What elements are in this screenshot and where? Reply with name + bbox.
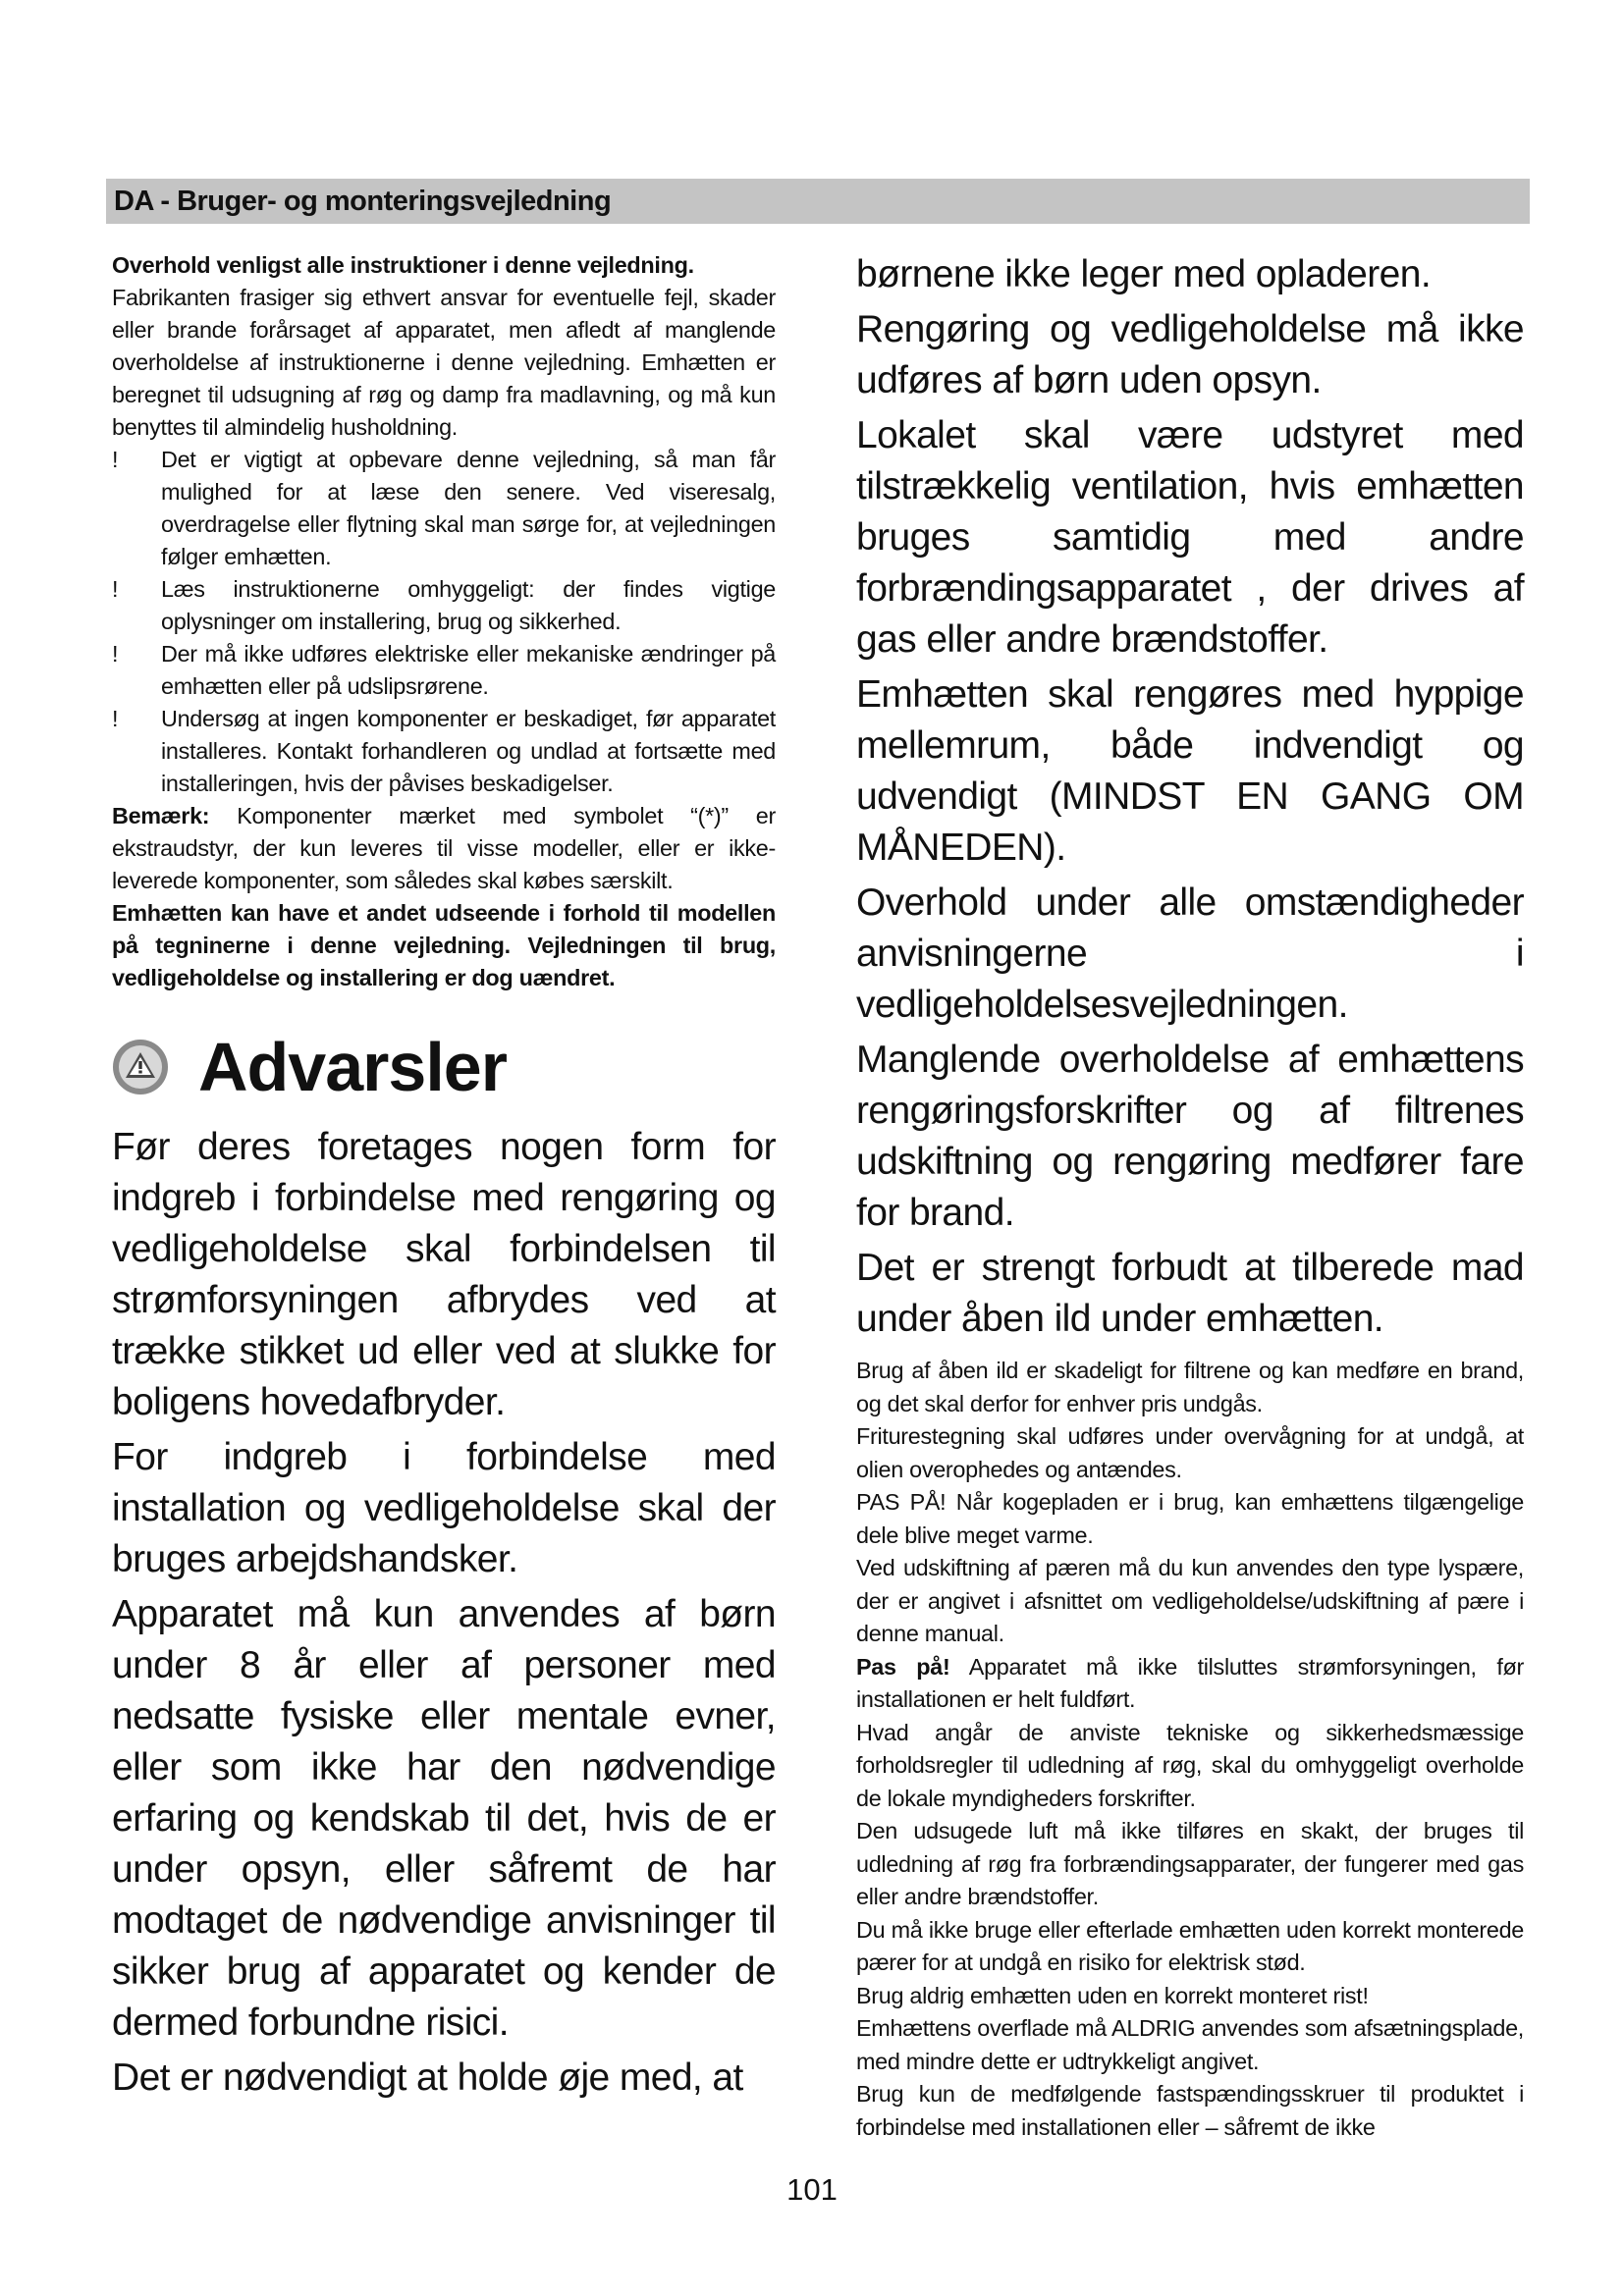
warning-paragraph: For indgreb i forbindelse med installation og vedligeholdelse skal der bruges arbejdshandsker.: [112, 1436, 776, 1580]
note-paragraph: [112, 800, 776, 897]
exclamation-mark: !: [112, 576, 119, 602]
page-number: 101: [786, 2172, 838, 2207]
right-column: [856, 249, 1524, 2144]
notice-text: Det er vigtigt at opbevare denne vejledning, så man får mulighed for at læse den senere. Ved viseresalg, overdragelse eller flytning skal man sørge for, at vejledningen følger emhætten.: [161, 447, 776, 569]
notice-text: Der må ikke udføres elektriske eller mekaniske ændringer på emhætten eller på udslipsrørene.: [161, 641, 776, 699]
intro-text: Fabrikanten frasiger sig ethvert ansvar for eventuelle fejl, skader eller brande forårsaget af apparatet, men afledt af manglende overholdelse af instruktionerne i denne vejledning. Emhætten er beregnet til udsugning af røg og damp fra madlavning, og må kun benyttes til almindelig husholdning.: [112, 285, 776, 440]
safety-note: Pas på! Apparatet må ikke tilsluttes strømforsyningen, før installationen er helt fuldført.: [856, 1653, 1524, 1712]
notice-item: [112, 444, 776, 573]
safety-note: Brug kun de medfølgende fastspændingsskruer til produktet i forbindelse med installationen eller – såfremt de ikke: [856, 2081, 1524, 2140]
warning-paragraph: Manglende overholdelse af emhættens rengøringsforskrifter og af filtrenes udskiftning og rengøring medfører fare for brand.: [856, 1039, 1524, 1234]
safety-notes: [856, 1355, 1524, 2144]
exclamation-mark: !: [112, 447, 119, 472]
warning-paragraph: Det er strengt forbudt at tilberede mad under åben ild under emhætten.: [856, 1247, 1524, 1340]
section-header-title: DA - Bruger- og monteringsvejledning: [114, 186, 612, 217]
safety-note: Brug af åben ild er skadeligt for filtrene og kan medføre en brand, og det skal derfor for enhver pris undgås.: [856, 1358, 1524, 1416]
note-text: Komponenter mærket med symbolet “(*)” er ekstraudstyr, der kun leveres til visse modeller, eller er ikke-leverede komponenter, som således skal købes særskilt.: [112, 803, 776, 893]
warning-icon: [112, 1039, 169, 1095]
notice-item: [112, 638, 776, 703]
warning-paragraph: Apparatet må kun anvendes af børn under 8 år eller af personer med nedsatte fysiske eller mentale evner, eller som ikke har den nødvendige erfaring og kendskab til det, hvis de er under opsyn, eller såfremt de har modtaget de nødvendige anvisninger til sikker brug af apparatet og kender de dermed forbundne risici.: [112, 1593, 776, 2044]
pas-paa-label: Pas på!: [856, 1653, 950, 1680]
warning-paragraph: Overhold under alle omstændigheder anvisningerne i vedligeholdelsesvejledningen.: [856, 881, 1524, 1026]
warning-paragraph: Lokalet skal være udstyret med tilstrækkelig ventilation, hvis emhætten bruges samtidig med andre forbrændingsapparatet , der drives af gas eller andre brændstoffer.: [856, 414, 1524, 661]
notice-list: [112, 444, 776, 800]
safety-note: Brug aldrig emhætten uden en korrekt monteret rist!: [856, 1982, 1369, 2008]
warning-paragraph: Emhætten skal rengøres med hyppige mellemrum, både indvendigt og udvendigt (MINDST EN GANG OM MÅNEDEN).: [856, 673, 1524, 869]
warning-paragraph: Før deres foretages nogen form for indgreb i forbindelse med rengøring og vedligeholdelse skal forbindelsen til strømforsyningen afbrydes ved at trække stikket ud eller ved at slukke for boligens hovedafbryder.: [112, 1126, 776, 1423]
safety-note: PAS PÅ! Når kogepladen er i brug, kan emhættens tilgængelige dele blive meget varme.: [856, 1489, 1524, 1548]
warning-paragraph: Rengøring og vedligeholdelse må ikke udføres af børn uden opsyn.: [856, 308, 1524, 401]
exclamation-mark: !: [112, 706, 119, 731]
warning-paragraph: børnene ikke leger med opladeren.: [856, 253, 1432, 295]
safety-note: Du må ikke bruge eller efterlade emhætten uden korrekt monterede pærer for at undgå en risiko for elektrisk stød.: [856, 1916, 1524, 1975]
safety-note: Den udsugede luft må ikke tilføres en skakt, der bruges til udledning af røg fra forbrændingsapparater, der fungerer med gas eller andre brændstoffer.: [856, 1818, 1524, 1909]
safety-note: Friturestegning skal udføres under overvågning for at undgå, at olien overophedes og antændes.: [856, 1423, 1524, 1482]
exclamation-mark: !: [112, 641, 119, 667]
appearance-notice: Emhætten kan have et andet udseende i forhold til modellen på tegninerne i denne vejledning. Vejledningen til brug, vedligeholdelse og installering er dog uændret.: [112, 900, 776, 990]
intro-bold: Overhold venligst alle instruktioner i denne vejledning.: [112, 252, 694, 278]
safety-note: Hvad angår de anviste tekniske og sikkerhedsmæssige forholdsregler til udledning af røg, skal du omhyggeligt overholde de lokale myndigheders forskrifter.: [856, 1719, 1524, 1811]
warnings-heading: [112, 1020, 776, 1114]
warnings-title: Advarsler: [198, 1029, 507, 1105]
note-label: Bemærk:: [112, 803, 210, 828]
notice-text: Læs instruktionerne omhyggeligt: der findes vigtige oplysninger om installering, brug og sikkerhed.: [161, 576, 776, 634]
warning-paragraph: Det er nødvendigt at holde øje med, at: [112, 2056, 743, 2099]
notice-item: [112, 573, 776, 638]
notice-item: [112, 703, 776, 800]
section-header-bar: [106, 179, 1530, 224]
notice-text: Undersøg at ingen komponenter er beskadiget, før apparatet installeres. Kontakt forhandleren og undlad at fortsætte med installeringen, hvis der påvises beskadigelser.: [161, 706, 776, 796]
safety-note: Emhættens overflade må ALDRIG anvendes som afsætningsplade, med mindre dette er udtrykkeligt angivet.: [856, 2015, 1524, 2074]
left-column: [112, 249, 776, 2104]
safety-note: Ved udskiftning af pæren må du kun anvendes den type lyspære, der er angivet i afsnittet om vedligeholdelse/udskiftning af pære i denne manual.: [856, 1555, 1524, 1646]
